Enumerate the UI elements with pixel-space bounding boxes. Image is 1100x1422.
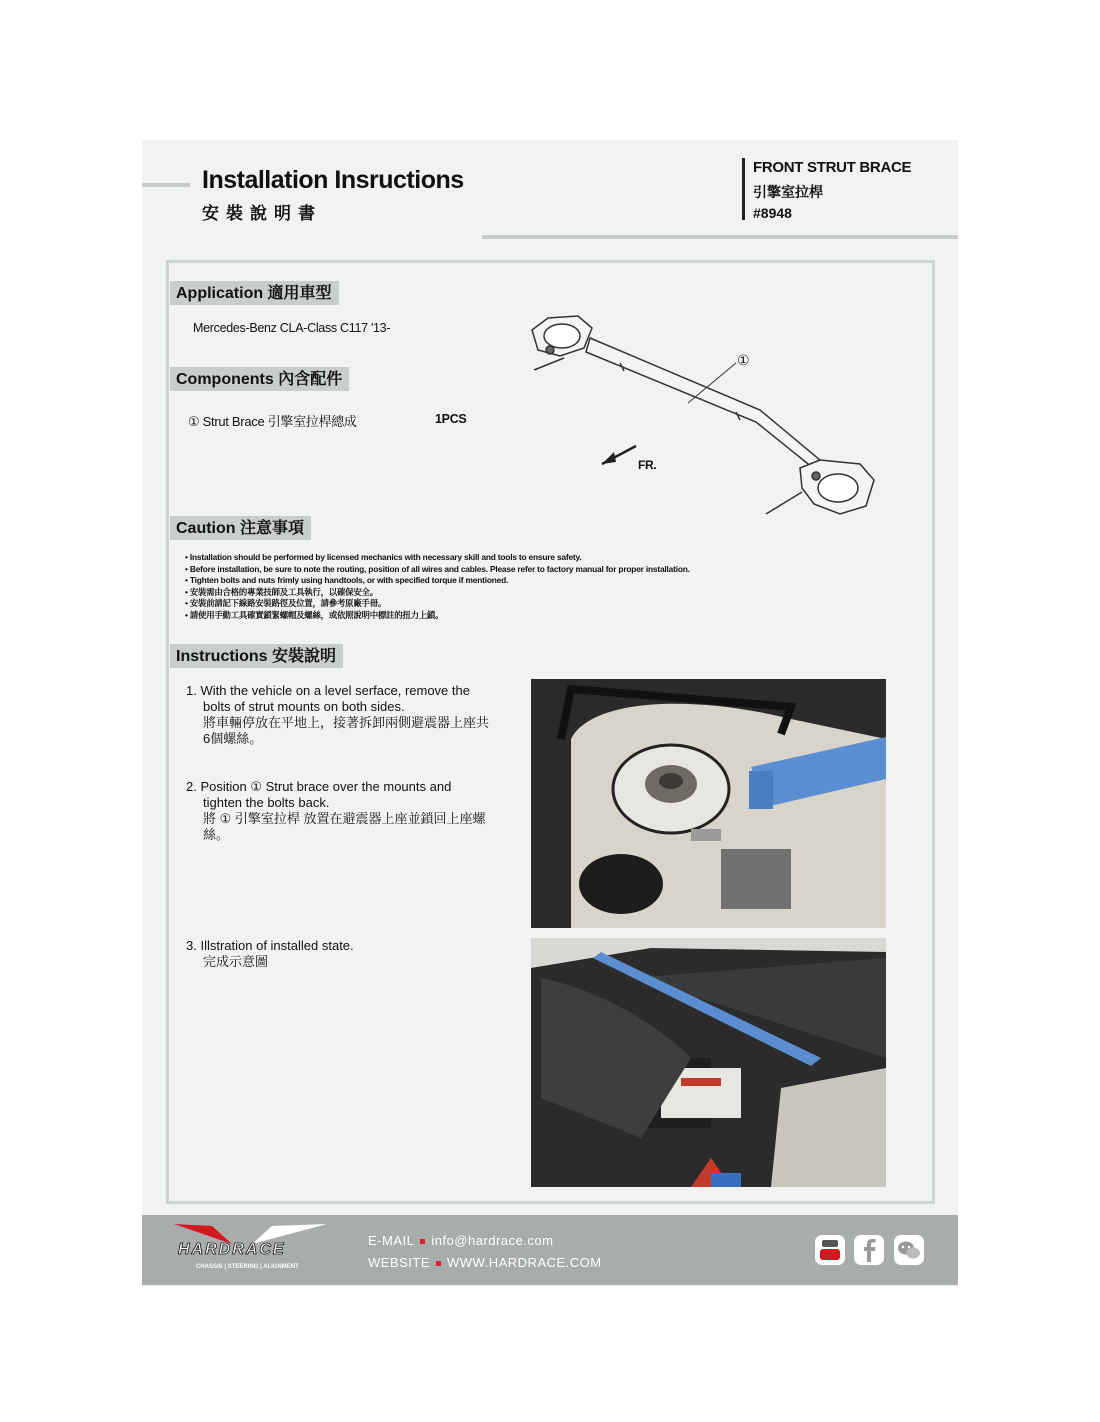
header-rule-left [142,183,190,187]
wechat-icon[interactable] [894,1235,924,1265]
logo-tagline: CHASSIS | STEERING | ALIGNMENT [196,1264,299,1270]
component-qty: 1PCS [435,412,467,426]
caution-line: • 安裝前請記下線路安裝路徑及位置，請參考原廠手冊。 [185,598,387,608]
product-name-cn: 引擎室拉桿 [753,184,823,200]
youtube-icon[interactable] [815,1235,845,1265]
diagram-direction: FR. [638,458,657,472]
components-heading: Components 內含配件 [170,367,349,391]
instruction-step: 3. Illstration of installed state. 完成示意圖 [186,938,354,969]
footer-website: WEBSITE WWW.HARDRACE.COM [368,1255,602,1270]
page-title-cn: 安裝說明書 [202,204,322,223]
footer-email: E-MAIL info@hardrace.com [368,1233,554,1248]
caution-line: • Before installation, be sure to note the routing, position of all wires and cables. Please refer to factory manual for proper installation. [185,563,690,574]
instruction-step: 2. Position ① Strut brace over the mounts and tighten the bolts back. 將 ① 引擎室拉桿 放置在避震器上座並鎖回上座螺 絲。 [186,779,486,842]
header-divider [742,158,745,220]
photo-strut-mount [531,679,886,928]
strut-brace-diagram [520,300,890,525]
component-item: ① Strut Brace 引擎室拉桿總成 [188,414,357,429]
caution-line: • Tighten bolts and nuts frimly using handtools, or with specified torque if mentioned. [185,575,509,585]
application-heading: Application 適用車型 [170,281,339,305]
product-name: FRONT STRUT BRACE [753,159,912,176]
logo-wordmark: HARDRACE [178,1241,286,1258]
email-link[interactable]: info@hardrace.com [431,1233,554,1248]
part-number: #8948 [753,205,792,221]
website-link[interactable]: WWW.HARDRACE.COM [447,1255,602,1270]
instructions-heading: Instructions 安裝說明 [170,644,343,668]
caution-line: • Installation should be performed by licensed mechanics with necessary skill and tools to ensure safety. [185,552,582,562]
instruction-step: 1. With the vehicle on a level serface, remove the bolts of strut mounts on both sides. 將車輛停放在平地上，接著拆卸兩側避震器上座共 6個螺絲。 [186,683,490,746]
caution-heading: Caution 注意事項 [170,516,311,540]
caution-line: • 安裝需由合格的專業技師及工具執行，以確保安全。 [185,586,378,597]
caution-list [185,552,690,621]
photo-installed-state [531,938,886,1187]
facebook-icon[interactable] [854,1235,884,1265]
header-rule-right [482,235,958,239]
diagram-callout: ① [737,352,750,368]
hardrace-logo [172,1222,332,1274]
caution-line: • 請使用手動工具確實鎖緊螺帽及螺絲，或依照說明中標註的扭力上鎖。 [185,609,444,620]
application-vehicle: Mercedes-Benz CLA-Class C117 '13- [193,321,391,335]
page-title: Installation Insructions [202,166,464,194]
